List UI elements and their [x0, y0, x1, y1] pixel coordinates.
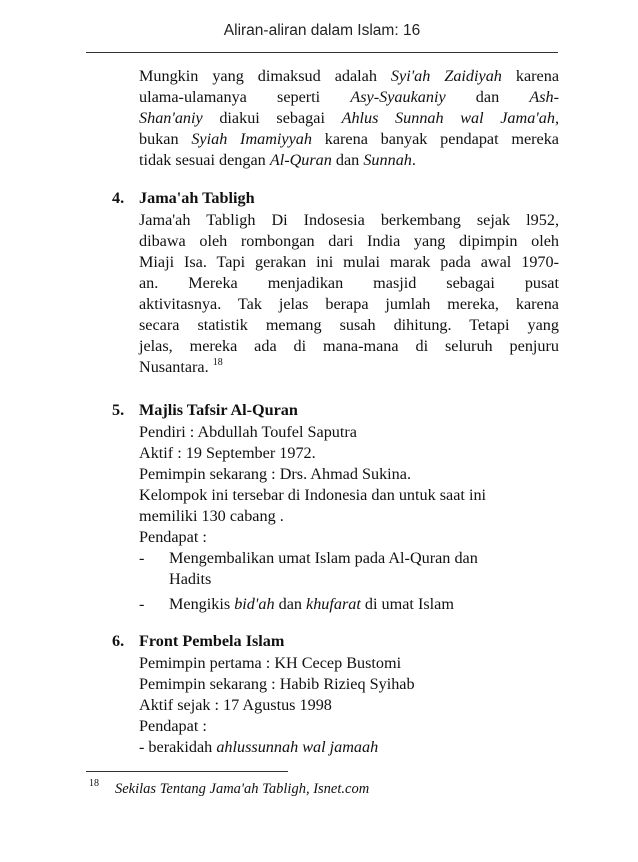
intro-line: ulama-ulamanya seperti Asy-Syaukaniy dan Ash- [139, 88, 560, 106]
body-line: secara statistik memang susah dihitung. Tetapi yang [139, 316, 559, 334]
footnote-text: Sekilas Tentang Jama'ah Tabligh, Isnet.com [115, 781, 370, 797]
body-line: - berakidah ahlussunnah wal jamaah [139, 738, 379, 756]
footnote-number: 18 [89, 778, 99, 789]
body-line: memiliki 130 cabang . [139, 507, 284, 525]
body-line: Aktif sejak : 17 Agustus 1998 [139, 696, 332, 714]
header-rule [86, 52, 558, 53]
section-5-number: 5. [112, 401, 125, 419]
intro-line: Mungkin yang dimaksud adalah Syi'ah Zaidiyah karena [139, 67, 559, 85]
body-line: an. Mereka menjadikan masjid sebagai pusat [139, 274, 559, 292]
body-line: Miaji Isa. Tapi gerakan ini mulai marak pada awal 1970- [139, 253, 559, 271]
body-line: Aktif : 19 September 1972. [139, 444, 316, 462]
bullet-dash: - [139, 549, 145, 567]
list-item: - Mengembalikan umat Islam pada Al-Quran dan [139, 549, 478, 567]
intro-line: bukan Syiah Imamiyyah karena banyak pendapat mereka [139, 130, 559, 148]
body-line: jelas, mereka ada di mana-mana di seluruh penjuru [139, 337, 559, 355]
intro-line: tidak sesuai dengan Al-Quran dan Sunnah. [139, 151, 416, 169]
body-line: dibawa oleh rombongan dari India yang dipimpin oleh [139, 232, 559, 250]
footnote-reference[interactable]: 18 [212, 357, 223, 368]
page-header: Aliran-aliran dalam Islam: 16 [223, 22, 421, 39]
body-line: aktivitasnya. Tak jelas berapa jumlah mereka, karena [139, 295, 559, 313]
body-line: Kelompok ini tersebar di Indonesia dan untuk saat ini [139, 486, 487, 504]
footnote-rule [86, 771, 288, 772]
body-line: Jama'ah Tabligh Di Indosesia berkembang sejak l952, [139, 211, 559, 229]
section-6-heading: Front Pembela Islam [139, 632, 285, 650]
section-4-number: 4. [112, 189, 125, 207]
body-line: Pendiri : Abdullah Toufel Saputra [139, 423, 357, 441]
section-6-body [139, 653, 559, 758]
intro-paragraph [139, 66, 559, 171]
body-line: Nusantara. $^{18}$ [139, 357, 223, 376]
body-line: Pemimpin sekarang : Habib Rizieq Syihab [139, 675, 415, 693]
section-6-number: 6. [112, 632, 125, 650]
list-item-continuation: Hadits [169, 570, 212, 588]
body-line: Pendapat : [139, 717, 207, 735]
list-item: - Mengikis bid'ah dan khufarat di umat Islam [139, 595, 454, 613]
body-line: Pemimpin sekarang : Drs. Ahmad Sukina. [139, 465, 412, 483]
bullet-dash: - [139, 595, 145, 613]
section-4-heading: Jama'ah Tabligh [139, 189, 255, 207]
section-5-heading: Majlis Tafsir Al-Quran [139, 401, 298, 419]
section-5-body [139, 422, 559, 615]
intro-line: Shan'aniy diakui sebagai Ahlus Sunnah wal Jama'ah, [139, 109, 559, 127]
section-4-body [139, 210, 559, 378]
body-line: Pendapat : [139, 528, 207, 546]
body-line: Pemimpin pertama : KH Cecep Bustomi [139, 654, 402, 672]
